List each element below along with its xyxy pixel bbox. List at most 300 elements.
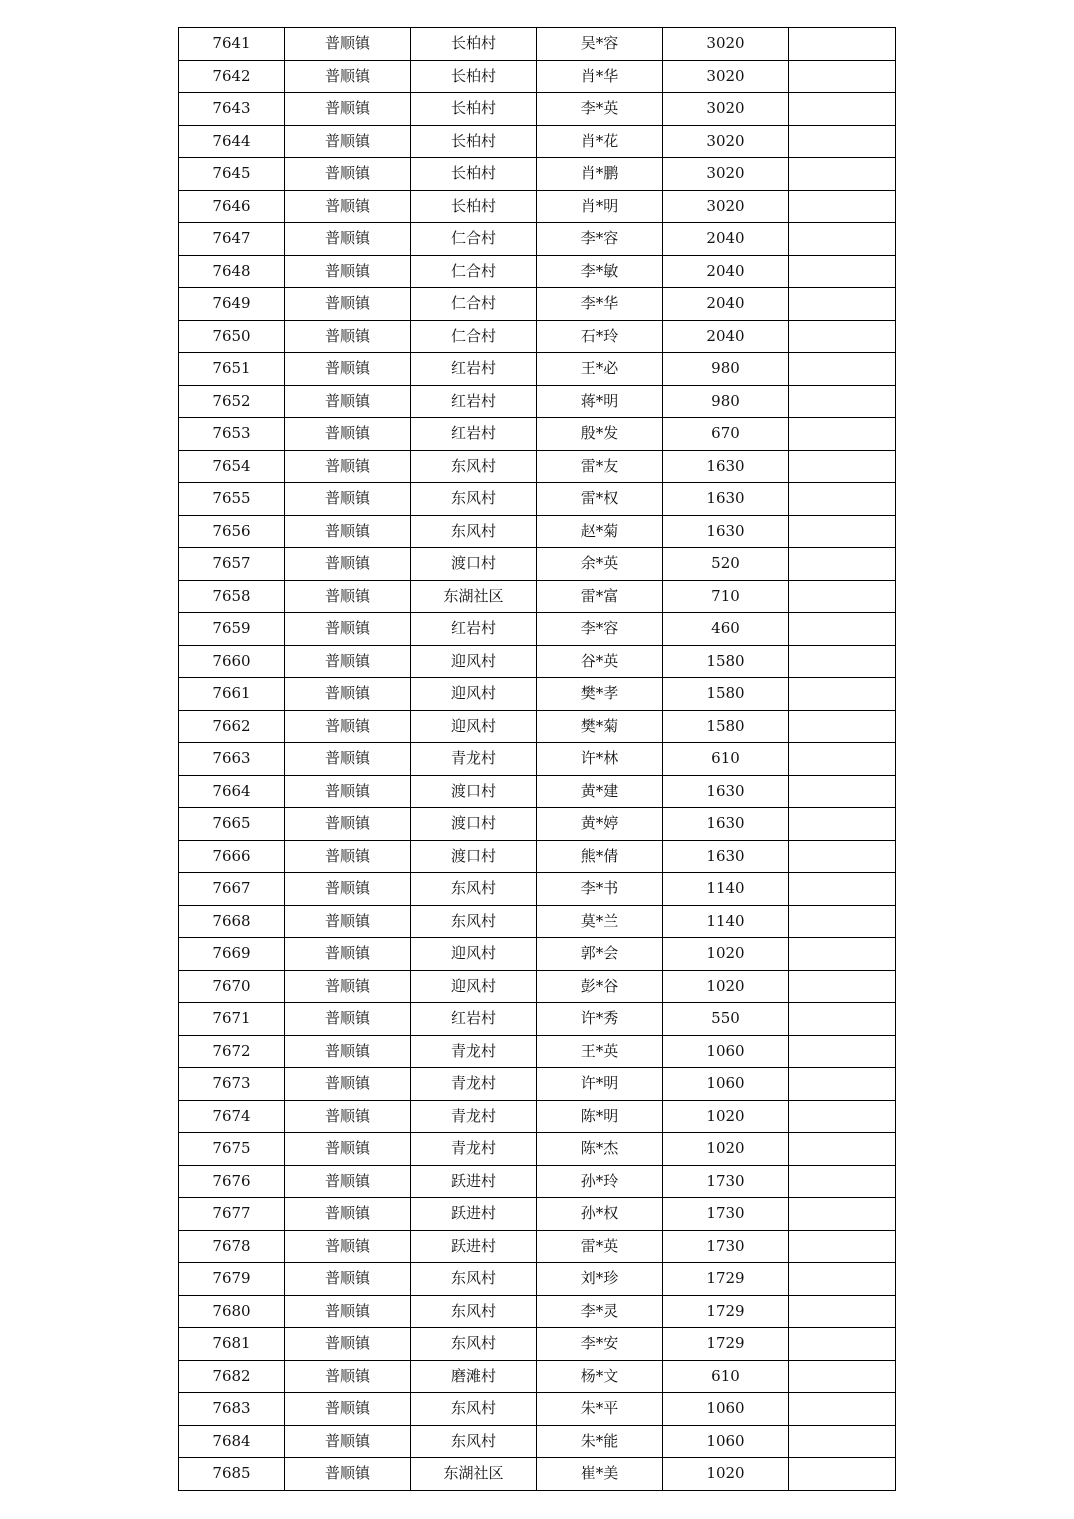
town-cell: 普顺镇 xyxy=(285,1263,411,1296)
table-row xyxy=(179,840,896,873)
amount-cell: 2040 xyxy=(663,320,789,353)
town-cell: 普顺镇 xyxy=(285,808,411,841)
village-cell: 红岩村 xyxy=(411,613,537,646)
serial-number-cell: 7659 xyxy=(179,613,285,646)
table-row xyxy=(179,1100,896,1133)
table-row xyxy=(179,1198,896,1231)
table-row xyxy=(179,905,896,938)
name-cell: 肖*明 xyxy=(537,190,663,223)
amount-cell: 1729 xyxy=(663,1263,789,1296)
name-cell: 李*安 xyxy=(537,1328,663,1361)
serial-number-cell: 7671 xyxy=(179,1003,285,1036)
serial-number-cell: 7665 xyxy=(179,808,285,841)
table-row xyxy=(179,938,896,971)
name-cell: 石*玲 xyxy=(537,320,663,353)
town-cell: 普顺镇 xyxy=(285,93,411,126)
remark-cell xyxy=(789,483,896,516)
table-row xyxy=(179,1458,896,1491)
remark-cell xyxy=(789,775,896,808)
village-cell: 迎风村 xyxy=(411,645,537,678)
amount-cell: 1630 xyxy=(663,483,789,516)
amount-cell: 2040 xyxy=(663,223,789,256)
village-cell: 迎风村 xyxy=(411,938,537,971)
remark-cell xyxy=(789,613,896,646)
amount-cell: 1630 xyxy=(663,450,789,483)
serial-number-cell: 7685 xyxy=(179,1458,285,1491)
town-cell: 普顺镇 xyxy=(285,1393,411,1426)
name-cell: 熊*倩 xyxy=(537,840,663,873)
serial-number-cell: 7655 xyxy=(179,483,285,516)
village-cell: 青龙村 xyxy=(411,1133,537,1166)
town-cell: 普顺镇 xyxy=(285,1295,411,1328)
name-cell: 黄*婷 xyxy=(537,808,663,841)
serial-number-cell: 7676 xyxy=(179,1165,285,1198)
serial-number-cell: 7641 xyxy=(179,28,285,61)
table-row xyxy=(179,418,896,451)
remark-cell xyxy=(789,1458,896,1491)
serial-number-cell: 7682 xyxy=(179,1360,285,1393)
name-cell: 雷*富 xyxy=(537,580,663,613)
table-row xyxy=(179,483,896,516)
serial-number-cell: 7652 xyxy=(179,385,285,418)
serial-number-cell: 7656 xyxy=(179,515,285,548)
table-row xyxy=(179,743,896,776)
table-row xyxy=(179,515,896,548)
village-cell: 长柏村 xyxy=(411,190,537,223)
table-row xyxy=(179,1133,896,1166)
table-row xyxy=(179,385,896,418)
amount-cell: 1630 xyxy=(663,515,789,548)
village-cell: 长柏村 xyxy=(411,158,537,191)
table-row xyxy=(179,450,896,483)
amount-cell: 1730 xyxy=(663,1230,789,1263)
town-cell: 普顺镇 xyxy=(285,1458,411,1491)
town-cell: 普顺镇 xyxy=(285,775,411,808)
remark-cell xyxy=(789,450,896,483)
town-cell: 普顺镇 xyxy=(285,873,411,906)
name-cell: 刘*珍 xyxy=(537,1263,663,1296)
name-cell: 陈*杰 xyxy=(537,1133,663,1166)
town-cell: 普顺镇 xyxy=(285,580,411,613)
amount-cell: 3020 xyxy=(663,190,789,223)
village-cell: 红岩村 xyxy=(411,385,537,418)
amount-cell: 1020 xyxy=(663,1458,789,1491)
remark-cell xyxy=(789,1035,896,1068)
serial-number-cell: 7646 xyxy=(179,190,285,223)
table-row xyxy=(179,255,896,288)
village-cell: 迎风村 xyxy=(411,710,537,743)
serial-number-cell: 7653 xyxy=(179,418,285,451)
table-row xyxy=(179,1360,896,1393)
name-cell: 李*容 xyxy=(537,613,663,646)
serial-number-cell: 7651 xyxy=(179,353,285,386)
remark-cell xyxy=(789,808,896,841)
remark-cell xyxy=(789,1425,896,1458)
table-row xyxy=(179,775,896,808)
village-cell: 青龙村 xyxy=(411,1068,537,1101)
name-cell: 李*容 xyxy=(537,223,663,256)
table-row xyxy=(179,580,896,613)
serial-number-cell: 7668 xyxy=(179,905,285,938)
village-cell: 东风村 xyxy=(411,1393,537,1426)
town-cell: 普顺镇 xyxy=(285,1360,411,1393)
table-row xyxy=(179,970,896,1003)
table-row xyxy=(179,288,896,321)
remark-cell xyxy=(789,1263,896,1296)
amount-cell: 1060 xyxy=(663,1035,789,1068)
name-cell: 李*书 xyxy=(537,873,663,906)
name-cell: 李*灵 xyxy=(537,1295,663,1328)
name-cell: 赵*菊 xyxy=(537,515,663,548)
village-cell: 渡口村 xyxy=(411,840,537,873)
table-row xyxy=(179,1295,896,1328)
amount-cell: 520 xyxy=(663,548,789,581)
remark-cell xyxy=(789,288,896,321)
serial-number-cell: 7647 xyxy=(179,223,285,256)
town-cell: 普顺镇 xyxy=(285,1068,411,1101)
town-cell: 普顺镇 xyxy=(285,1230,411,1263)
town-cell: 普顺镇 xyxy=(285,905,411,938)
village-cell: 东风村 xyxy=(411,450,537,483)
name-cell: 王*必 xyxy=(537,353,663,386)
table-row xyxy=(179,1035,896,1068)
serial-number-cell: 7657 xyxy=(179,548,285,581)
name-cell: 雷*友 xyxy=(537,450,663,483)
village-cell: 长柏村 xyxy=(411,93,537,126)
remark-cell xyxy=(789,678,896,711)
amount-cell: 1020 xyxy=(663,970,789,1003)
town-cell: 普顺镇 xyxy=(285,1133,411,1166)
name-cell: 孙*权 xyxy=(537,1198,663,1231)
amount-cell: 1630 xyxy=(663,775,789,808)
town-cell: 普顺镇 xyxy=(285,645,411,678)
amount-cell: 3020 xyxy=(663,125,789,158)
name-cell: 肖*花 xyxy=(537,125,663,158)
serial-number-cell: 7664 xyxy=(179,775,285,808)
amount-cell: 1020 xyxy=(663,1133,789,1166)
table-row xyxy=(179,353,896,386)
table-row xyxy=(179,1165,896,1198)
serial-number-cell: 7673 xyxy=(179,1068,285,1101)
table-row xyxy=(179,1393,896,1426)
town-cell: 普顺镇 xyxy=(285,385,411,418)
table-row xyxy=(179,710,896,743)
town-cell: 普顺镇 xyxy=(285,678,411,711)
village-cell: 跃进村 xyxy=(411,1198,537,1231)
name-cell: 黄*建 xyxy=(537,775,663,808)
village-cell: 跃进村 xyxy=(411,1165,537,1198)
amount-cell: 610 xyxy=(663,743,789,776)
name-cell: 杨*文 xyxy=(537,1360,663,1393)
table-row xyxy=(179,1328,896,1361)
roster-body xyxy=(179,28,896,1491)
serial-number-cell: 7650 xyxy=(179,320,285,353)
village-cell: 青龙村 xyxy=(411,1035,537,1068)
village-cell: 红岩村 xyxy=(411,418,537,451)
table-row xyxy=(179,320,896,353)
village-cell: 仁合村 xyxy=(411,223,537,256)
table-row xyxy=(179,645,896,678)
amount-cell: 1730 xyxy=(663,1165,789,1198)
remark-cell xyxy=(789,223,896,256)
name-cell: 许*明 xyxy=(537,1068,663,1101)
serial-number-cell: 7660 xyxy=(179,645,285,678)
table-row xyxy=(179,223,896,256)
amount-cell: 710 xyxy=(663,580,789,613)
serial-number-cell: 7681 xyxy=(179,1328,285,1361)
table-row xyxy=(179,1425,896,1458)
remark-cell xyxy=(789,905,896,938)
remark-cell xyxy=(789,1198,896,1231)
table-row xyxy=(179,125,896,158)
amount-cell: 550 xyxy=(663,1003,789,1036)
village-cell: 渡口村 xyxy=(411,808,537,841)
serial-number-cell: 7667 xyxy=(179,873,285,906)
name-cell: 余*英 xyxy=(537,548,663,581)
village-cell: 红岩村 xyxy=(411,353,537,386)
town-cell: 普顺镇 xyxy=(285,970,411,1003)
town-cell: 普顺镇 xyxy=(285,255,411,288)
remark-cell xyxy=(789,93,896,126)
village-cell: 东湖社区 xyxy=(411,1458,537,1491)
amount-cell: 3020 xyxy=(663,158,789,191)
serial-number-cell: 7679 xyxy=(179,1263,285,1296)
town-cell: 普顺镇 xyxy=(285,710,411,743)
town-cell: 普顺镇 xyxy=(285,515,411,548)
village-cell: 长柏村 xyxy=(411,60,537,93)
serial-number-cell: 7683 xyxy=(179,1393,285,1426)
village-cell: 仁合村 xyxy=(411,255,537,288)
town-cell: 普顺镇 xyxy=(285,418,411,451)
village-cell: 青龙村 xyxy=(411,743,537,776)
name-cell: 樊*菊 xyxy=(537,710,663,743)
name-cell: 孙*玲 xyxy=(537,1165,663,1198)
village-cell: 渡口村 xyxy=(411,548,537,581)
remark-cell xyxy=(789,1165,896,1198)
village-cell: 仁合村 xyxy=(411,320,537,353)
name-cell: 李*华 xyxy=(537,288,663,321)
table-row xyxy=(179,190,896,223)
remark-cell xyxy=(789,353,896,386)
name-cell: 雷*权 xyxy=(537,483,663,516)
remark-cell xyxy=(789,515,896,548)
remark-cell xyxy=(789,873,896,906)
town-cell: 普顺镇 xyxy=(285,840,411,873)
remark-cell xyxy=(789,158,896,191)
town-cell: 普顺镇 xyxy=(285,1035,411,1068)
table-row xyxy=(179,873,896,906)
table-row xyxy=(179,60,896,93)
amount-cell: 1630 xyxy=(663,840,789,873)
serial-number-cell: 7669 xyxy=(179,938,285,971)
amount-cell: 2040 xyxy=(663,255,789,288)
serial-number-cell: 7680 xyxy=(179,1295,285,1328)
town-cell: 普顺镇 xyxy=(285,1165,411,1198)
serial-number-cell: 7684 xyxy=(179,1425,285,1458)
village-cell: 东湖社区 xyxy=(411,580,537,613)
village-cell: 迎风村 xyxy=(411,970,537,1003)
town-cell: 普顺镇 xyxy=(285,613,411,646)
table-row xyxy=(179,678,896,711)
village-cell: 跃进村 xyxy=(411,1230,537,1263)
serial-number-cell: 7654 xyxy=(179,450,285,483)
town-cell: 普顺镇 xyxy=(285,320,411,353)
amount-cell: 1729 xyxy=(663,1328,789,1361)
amount-cell: 1060 xyxy=(663,1425,789,1458)
amount-cell: 1630 xyxy=(663,808,789,841)
remark-cell xyxy=(789,970,896,1003)
remark-cell xyxy=(789,938,896,971)
name-cell: 朱*能 xyxy=(537,1425,663,1458)
amount-cell: 3020 xyxy=(663,60,789,93)
name-cell: 蒋*明 xyxy=(537,385,663,418)
name-cell: 许*秀 xyxy=(537,1003,663,1036)
remark-cell xyxy=(789,1100,896,1133)
village-cell: 东风村 xyxy=(411,515,537,548)
amount-cell: 1140 xyxy=(663,873,789,906)
remark-cell xyxy=(789,548,896,581)
remark-cell xyxy=(789,580,896,613)
village-cell: 东风村 xyxy=(411,873,537,906)
table-row xyxy=(179,613,896,646)
name-cell: 李*敏 xyxy=(537,255,663,288)
subsidy-roster-table xyxy=(178,27,896,1491)
remark-cell xyxy=(789,125,896,158)
town-cell: 普顺镇 xyxy=(285,158,411,191)
serial-number-cell: 7677 xyxy=(179,1198,285,1231)
serial-number-cell: 7670 xyxy=(179,970,285,1003)
amount-cell: 460 xyxy=(663,613,789,646)
table-row xyxy=(179,548,896,581)
name-cell: 莫*兰 xyxy=(537,905,663,938)
amount-cell: 1729 xyxy=(663,1295,789,1328)
town-cell: 普顺镇 xyxy=(285,483,411,516)
table-row xyxy=(179,93,896,126)
remark-cell xyxy=(789,1393,896,1426)
town-cell: 普顺镇 xyxy=(285,125,411,158)
town-cell: 普顺镇 xyxy=(285,938,411,971)
village-cell: 磨滩村 xyxy=(411,1360,537,1393)
serial-number-cell: 7658 xyxy=(179,580,285,613)
amount-cell: 1020 xyxy=(663,1100,789,1133)
remark-cell xyxy=(789,190,896,223)
amount-cell: 1730 xyxy=(663,1198,789,1231)
village-cell: 东风村 xyxy=(411,483,537,516)
serial-number-cell: 7674 xyxy=(179,1100,285,1133)
name-cell: 李*英 xyxy=(537,93,663,126)
name-cell: 朱*平 xyxy=(537,1393,663,1426)
table-row xyxy=(179,808,896,841)
remark-cell xyxy=(789,255,896,288)
serial-number-cell: 7666 xyxy=(179,840,285,873)
serial-number-cell: 7661 xyxy=(179,678,285,711)
remark-cell xyxy=(789,1295,896,1328)
serial-number-cell: 7675 xyxy=(179,1133,285,1166)
name-cell: 郭*会 xyxy=(537,938,663,971)
village-cell: 东风村 xyxy=(411,1295,537,1328)
village-cell: 渡口村 xyxy=(411,775,537,808)
amount-cell: 610 xyxy=(663,1360,789,1393)
remark-cell xyxy=(789,320,896,353)
remark-cell xyxy=(789,1360,896,1393)
amount-cell: 1060 xyxy=(663,1068,789,1101)
town-cell: 普顺镇 xyxy=(285,743,411,776)
town-cell: 普顺镇 xyxy=(285,1425,411,1458)
amount-cell: 3020 xyxy=(663,28,789,61)
remark-cell xyxy=(789,710,896,743)
town-cell: 普顺镇 xyxy=(285,1198,411,1231)
serial-number-cell: 7642 xyxy=(179,60,285,93)
town-cell: 普顺镇 xyxy=(285,60,411,93)
serial-number-cell: 7663 xyxy=(179,743,285,776)
name-cell: 肖*鹏 xyxy=(537,158,663,191)
amount-cell: 1060 xyxy=(663,1393,789,1426)
remark-cell xyxy=(789,645,896,678)
serial-number-cell: 7649 xyxy=(179,288,285,321)
remark-cell xyxy=(789,28,896,61)
remark-cell xyxy=(789,60,896,93)
village-cell: 东风村 xyxy=(411,1263,537,1296)
table-row xyxy=(179,1230,896,1263)
table-row xyxy=(179,1263,896,1296)
village-cell: 东风村 xyxy=(411,905,537,938)
amount-cell: 980 xyxy=(663,353,789,386)
name-cell: 许*林 xyxy=(537,743,663,776)
remark-cell xyxy=(789,1133,896,1166)
name-cell: 雷*英 xyxy=(537,1230,663,1263)
town-cell: 普顺镇 xyxy=(285,288,411,321)
serial-number-cell: 7648 xyxy=(179,255,285,288)
table-row xyxy=(179,158,896,191)
remark-cell xyxy=(789,743,896,776)
amount-cell: 1580 xyxy=(663,710,789,743)
name-cell: 陈*明 xyxy=(537,1100,663,1133)
village-cell: 青龙村 xyxy=(411,1100,537,1133)
name-cell: 王*英 xyxy=(537,1035,663,1068)
serial-number-cell: 7662 xyxy=(179,710,285,743)
village-cell: 长柏村 xyxy=(411,125,537,158)
town-cell: 普顺镇 xyxy=(285,1100,411,1133)
town-cell: 普顺镇 xyxy=(285,450,411,483)
remark-cell xyxy=(789,840,896,873)
village-cell: 仁合村 xyxy=(411,288,537,321)
amount-cell: 1020 xyxy=(663,938,789,971)
serial-number-cell: 7643 xyxy=(179,93,285,126)
table-row xyxy=(179,1068,896,1101)
serial-number-cell: 7678 xyxy=(179,1230,285,1263)
serial-number-cell: 7672 xyxy=(179,1035,285,1068)
table-row xyxy=(179,1003,896,1036)
village-cell: 红岩村 xyxy=(411,1003,537,1036)
name-cell: 肖*华 xyxy=(537,60,663,93)
town-cell: 普顺镇 xyxy=(285,548,411,581)
town-cell: 普顺镇 xyxy=(285,28,411,61)
remark-cell xyxy=(789,1230,896,1263)
town-cell: 普顺镇 xyxy=(285,1003,411,1036)
name-cell: 殷*发 xyxy=(537,418,663,451)
town-cell: 普顺镇 xyxy=(285,1328,411,1361)
town-cell: 普顺镇 xyxy=(285,353,411,386)
amount-cell: 670 xyxy=(663,418,789,451)
name-cell: 崔*美 xyxy=(537,1458,663,1491)
name-cell: 谷*英 xyxy=(537,645,663,678)
amount-cell: 1580 xyxy=(663,645,789,678)
name-cell: 彭*谷 xyxy=(537,970,663,1003)
amount-cell: 1140 xyxy=(663,905,789,938)
amount-cell: 1580 xyxy=(663,678,789,711)
amount-cell: 2040 xyxy=(663,288,789,321)
amount-cell: 3020 xyxy=(663,93,789,126)
